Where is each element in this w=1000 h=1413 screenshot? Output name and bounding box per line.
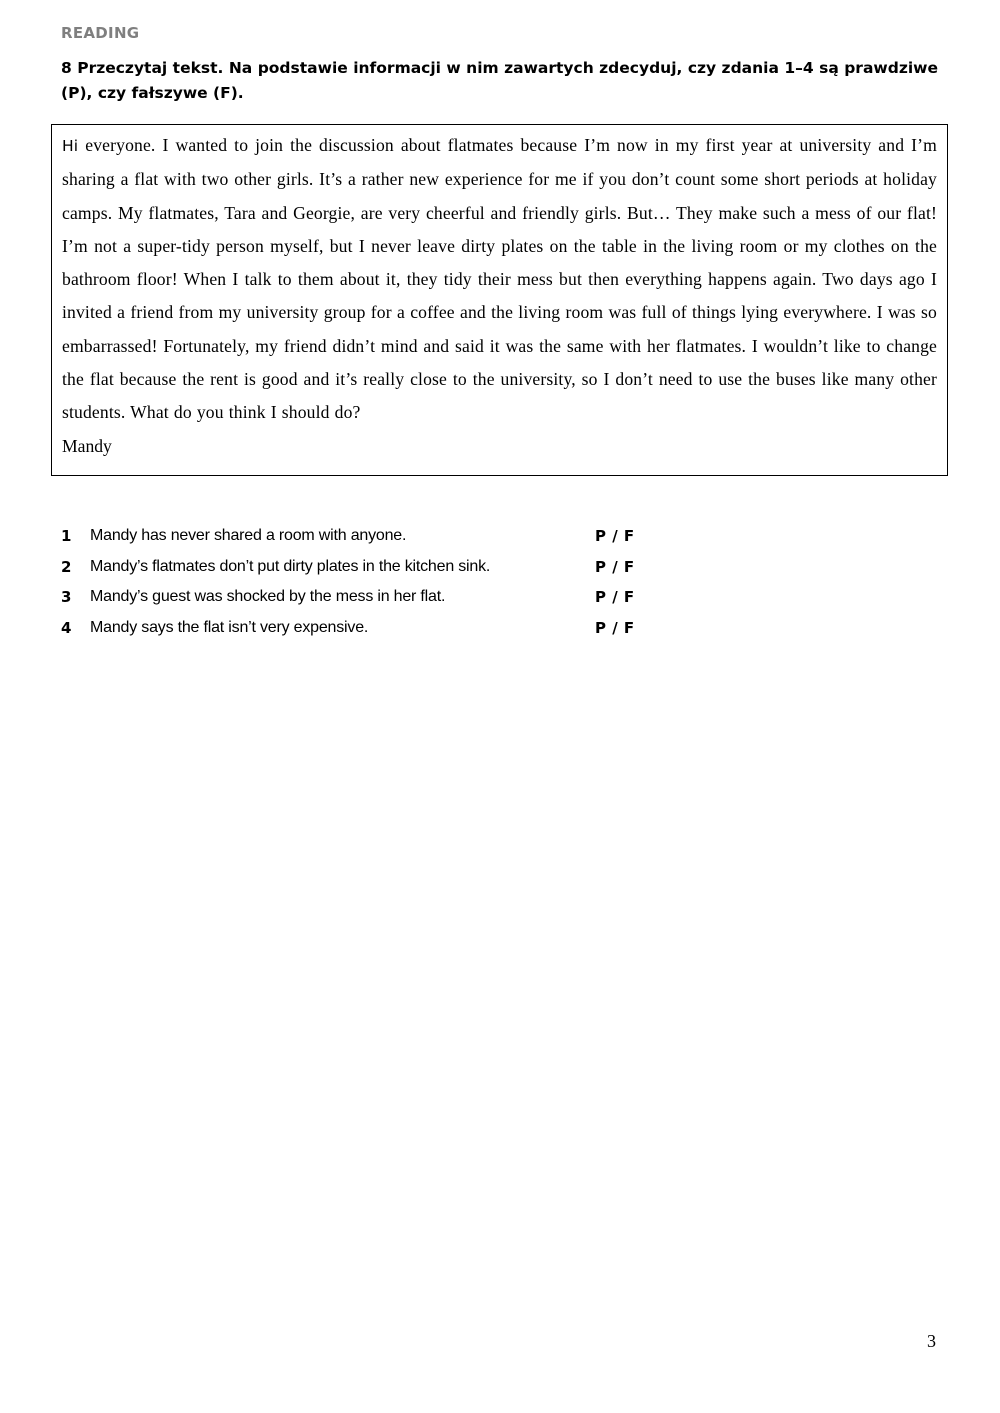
reading-passage — [62, 125, 937, 430]
reading-passage-box — [51, 124, 948, 476]
question-row — [61, 555, 661, 586]
passage-greeting: Hi — [62, 137, 79, 155]
true-false-choice[interactable]: P / F — [595, 527, 635, 545]
passage-signature: Mandy — [62, 435, 112, 456]
question-number: 2 — [61, 557, 72, 576]
question-row — [61, 585, 661, 616]
page-number: 3 — [927, 1331, 936, 1351]
true-false-choice[interactable]: P / F — [595, 557, 635, 576]
true-false-questions — [61, 524, 661, 646]
section-label: READING — [61, 24, 140, 42]
question-text: Mandy says the flat isn’t very expensive. — [90, 618, 369, 636]
true-false-choice[interactable]: P / F — [595, 618, 635, 637]
question-row — [61, 616, 661, 647]
question-text: Mandy’s guest was shocked by the mess in her flat. — [90, 588, 446, 605]
question-row — [61, 524, 661, 555]
exercise-instruction: 8 Przeczytaj tekst. Na podstawie informacji w nim zawartych zdecyduj, czy zdania 1–4 są prawdziwe (P), czy fałszywe (F). — [61, 59, 938, 102]
question-number: 1 — [61, 527, 72, 545]
question-text: Mandy’s flatmates don’t put dirty plates in the kitchen sink. — [90, 557, 491, 575]
passage-body: everyone. I wanted to join the discussion about flatmates because I’m now in my first year at university and I’m sharing a flat with two other girls. It’s a rather new experience for me if you don’t count some short periods at holiday camps. My flatmates, Tara and Georgie, are very cheerful and friendly girls. But… They make such a mess of our flat! I’m not a super-tidy person myself, but I never leave dirty plates on the table in the living room or my clothes on the bathroom floor! When I talk to them about it, they tidy their mess but then everything happens again. Two days ago I invited a friend from my university group for a coffee and the living room was full of things lying everywhere. I was so embarrassed! Fortunately, my friend didn’t mind and said it was the same with her flatmates. I wouldn’t like to change the flat because the rent is good and it’s really close to the university, so I don’t need to use the buses like many other students. What do you think I should do? — [62, 135, 937, 423]
question-number: 3 — [61, 588, 72, 606]
question-text: Mandy has never shared a room with anyone. — [90, 527, 407, 544]
true-false-choice[interactable]: P / F — [595, 588, 635, 606]
question-number: 4 — [61, 618, 72, 637]
